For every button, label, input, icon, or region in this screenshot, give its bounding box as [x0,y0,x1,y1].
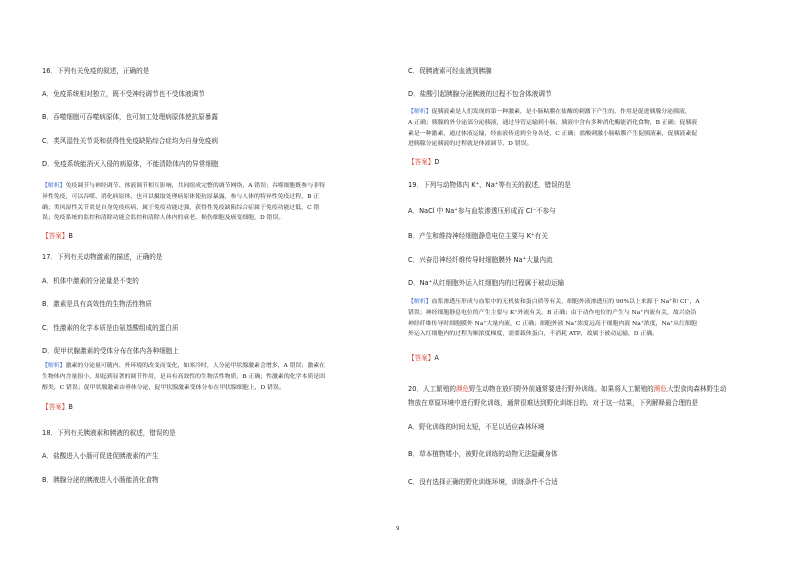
explanation-line: 生物体内含量很小，却起到显著的调节作用，是具有高效性的生物活性物质，B 正确；性激素的化学本质是固 [42,373,326,380]
question-19-option-d: D．Na+从红细胞外运入红细胞内的过程属于被动运输 [408,279,565,287]
question-19-option-b: B．产生和维持神经细胞静息电位主要与 K+有关 [408,232,548,240]
question-17-option-c: C．性激素的化学本质是由氨基酸组成的蛋白质 [42,324,179,332]
question-17-stem: 17．下列有关动物激素的描述，正确的是 [42,253,163,261]
explanation-line: 异性免疫，可以吞噬、消化病原体，也可以摄取处理病原体使抗原暴露，参与人体的特异性免疫过程，B 正 [42,193,320,200]
question-18-option-c: C．促胰液素可经血液到胰腺 [408,67,492,75]
question-18-explanation [408,107,697,150]
answer-tag: 【答案】 [42,403,69,411]
question-17-explanation [42,361,325,393]
question-19-option-c: C．兴奋沿神经纤维传导时细胞膜外 Na+大量内流 [408,256,553,264]
explanation-line: 误；免疫系统的监控和清除功能会监控和清除人体内的衰老、损伤细胞及癌变细胞，D 错误。 [42,215,285,222]
question-16-option-a: A．免疫系统相对独立，既不受神经调节也不受体液调节 [42,90,205,98]
question-16-option-c: C．类风湿性关节炎和获得性免疫缺陷综合症均为自身免疫病 [42,137,219,145]
page-number: 9 [396,526,400,532]
explanation-line: 血浆渗透压形成与血浆中的无机盐和蛋白质等有关，细胞外液渗透压的 90%以上来源于 Na⁺和 Cl⁻，A [431,299,700,305]
answer-value: B [68,403,73,411]
answer-value: B [68,232,73,240]
explanation-line: 确；类风湿性关节炎是自身免疫疾病，属于免疫功能过强，获得性免疫缺陷综合症属于免疫功能过低，C 错 [42,204,320,211]
explanation-line: 醇类，C 错误；促甲状腺激素由垂体分泌，促甲状腺激素受体分布在甲状腺细胞上，D 错误。 [42,384,285,391]
question-20-stem-line-1: 20．人工繁殖的濒危野生动物在放归野外前通常要进行野外训练。如果将人工繁殖的濒危大型食肉森林野生动 [408,385,727,393]
answer-tag: 【答案】 [408,354,435,362]
question-17-option-b: B．激素是具有高效性的生物活性物质 [42,300,153,308]
question-19-answer [408,354,439,363]
explanation-tag: 【解析】 [408,109,432,115]
question-20-option-c: C．没有选择正确的野化训练环境，训练条件不合适 [408,478,558,486]
explanation-line: 激素的分泌量可随内、外环境的改变而变化，如寒冷时，人分泌甲状腺激素会增多，A 错误；激素在 [65,363,325,369]
explanation-tag: 【解析】 [408,299,432,305]
answer-value: A [434,354,439,362]
question-18-option-b: B．胰腺分泌的胰液进入小肠能消化食物 [42,476,159,484]
question-16-option-b: B．吞噬细胞可吞噬病原体，也可加工处理病原体使抗原暴露 [42,113,218,121]
question-16-explanation [42,181,325,224]
question-17-option-d: D．促甲状腺激素的受体分布在体内各种细胞上 [42,347,179,355]
question-16-answer [42,232,73,241]
question-17-option-a: A．机体中激素的分泌量是不变的 [42,277,139,285]
explanation-tag: 【解析】 [42,183,66,189]
question-19-option-a: A．NaCl 中 Na+参与血浆渗透压形成而 Cl−不参与 [408,207,556,215]
question-18-option-d: D．盐酸引起胰腺分泌胰液的过程不包含体液调节 [408,90,552,98]
question-18-answer [408,158,439,167]
question-20-option-b: B．草本植物矮小，被野化训练的动物无法隐藏身体 [408,450,558,458]
question-20-option-a: A．野化训练的时间太短，不足以适应森林环境 [408,423,545,431]
question-18-stem: 18．下列有关胰液素和胰液的叙述，错误的是 [42,429,176,437]
answer-tag: 【答案】 [42,232,69,240]
question-17-answer [42,403,73,412]
explanation-line: 错误；神经细胞静息电位的产生主要与 K⁺外流有关，B 正确；由于动作电位的产生与 Na⁺内流有关，故兴奋沿 [408,309,697,316]
explanation-line: 神经纤维传导时细胞膜外 Na⁺大量内流，C 正确；细胞外液 Na⁺浓度远高于细胞内液 Na⁺浓度，Na⁺从红细胞 [408,320,697,327]
question-20-stem-line-2: 物放在草原环境中进行野化训练，通常很难达到野化训练目的。对于这一结果，下列解释最合理的是 [408,399,699,407]
explanation-line: A 正确；胰腺的外分泌部分泌胰液，通过导管运输到小肠，胰液中含有多种消化酶能消化食物，B 正确；促胰液 [408,119,698,126]
explanation-tag: 【解析】 [42,363,66,369]
question-19-stem: 19．下列与动物体内 K+、Na+等有关的叙述，错误的是 [408,181,571,189]
answer-tag: 【答案】 [408,158,435,166]
explanation-line: 素是一种激素，通过体液运输，经血液传送到全身各处，C 正确；盐酸刺激小肠粘膜产生促胰液素，促胰液素促 [408,130,698,137]
explanation-line: 促胰液素是人们发现的第一种激素，是小肠粘膜在盐酸的刺激下产生的，作用是促进胰腺分泌胰液， [431,109,691,115]
answer-value: D [434,158,440,166]
question-16-option-d: D．免疫系统能消灭入侵的病原体，不能清除体内的异常细胞 [42,160,219,168]
question-19-explanation [408,297,700,340]
explanation-line: 进胰腺分泌胰液的过程就是体液调节，D 错误。 [408,141,533,148]
question-16-stem: 16．下列有关免疫的叙述，正确的是 [42,67,150,75]
explanation-line: 免疫调节与神经调节、体液调节相互影响，共同组成完整的调节网络，A 错误；吞噬细胞既参与非特 [65,183,325,189]
question-18-option-a: A．盐酸进入小肠可促进促胰液素的产生 [42,452,159,460]
explanation-line: 外运入红细胞内的过程为顺浓度梯度，需要载体蛋白，不消耗 ATP，故属于被动运输，D 正确。 [408,331,659,338]
